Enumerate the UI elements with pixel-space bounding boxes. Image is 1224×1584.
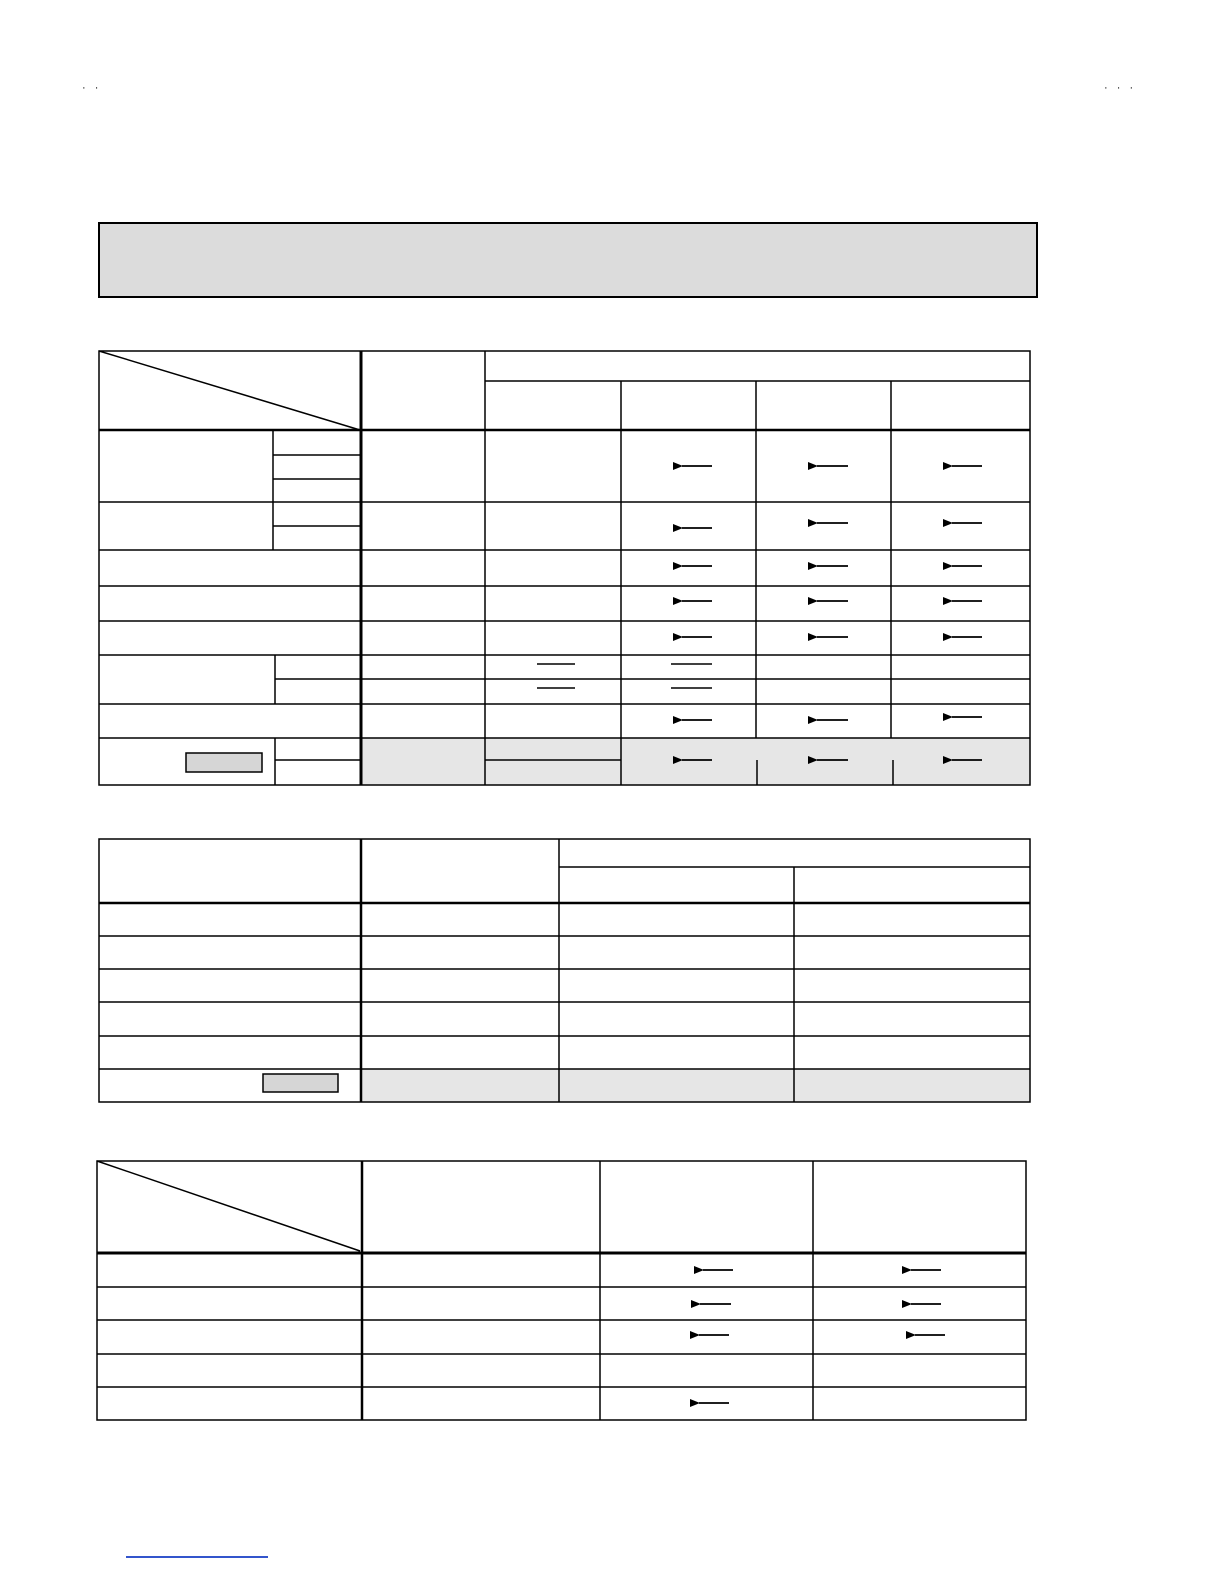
- table3-arrows: [699, 1270, 945, 1403]
- table1-arrows: [682, 466, 982, 760]
- table-1: [99, 351, 1030, 785]
- table1-shaded-row: [362, 738, 1030, 785]
- footer-link-underline[interactable]: [126, 1556, 268, 1558]
- table2-gray-box: [263, 1074, 338, 1092]
- table-2: [99, 839, 1030, 1102]
- table2-shaded-row: [362, 1069, 1030, 1102]
- corner-mark-left: · ·: [82, 82, 102, 94]
- table1-dashes: [537, 664, 712, 688]
- corner-mark-right: · · ·: [1104, 82, 1137, 94]
- table-3: [97, 1161, 1026, 1420]
- table1-gray-box: [186, 753, 262, 772]
